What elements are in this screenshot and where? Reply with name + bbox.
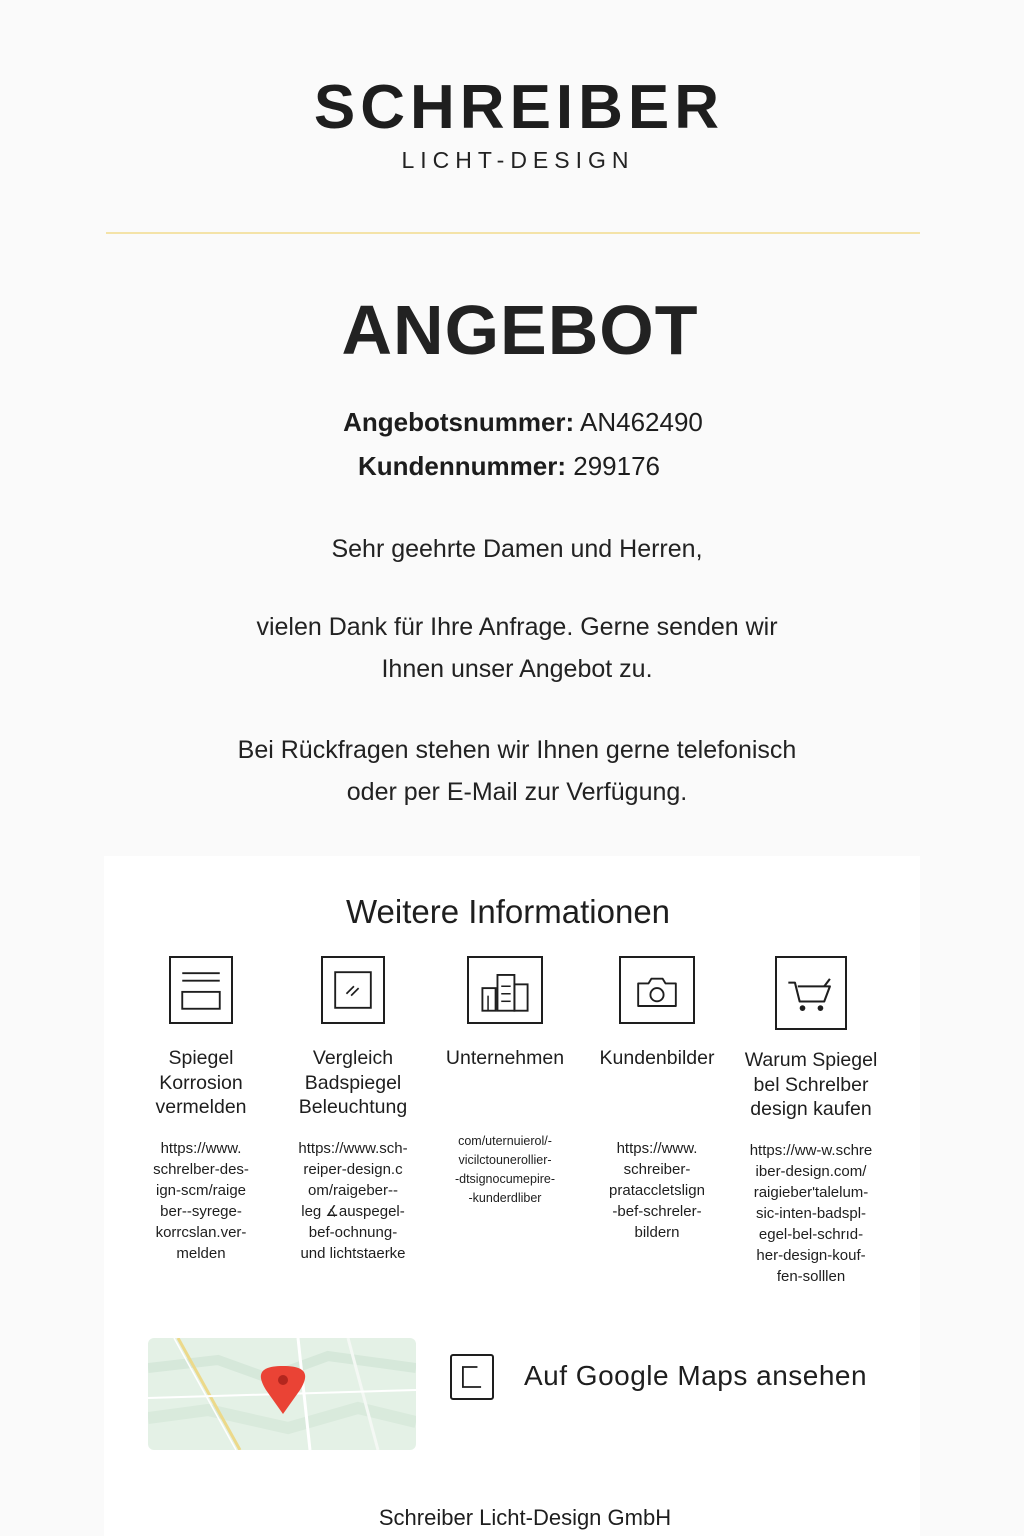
- info-link-label: [736, 1048, 886, 1122]
- brand-logo: [0, 74, 1024, 174]
- url-line: iber-design.com/: [755, 1163, 867, 1180]
- paragraph-line: oder per E-Mail zur Verfügung.: [346, 778, 688, 806]
- info-link-company[interactable]: [432, 956, 578, 1208]
- url-line: korrcslan.ver-: [155, 1224, 247, 1241]
- url-line: vicilctounerollier-: [458, 1153, 552, 1167]
- label-line: vermelden: [155, 1096, 247, 1118]
- label-line: bel Schrelber: [753, 1073, 869, 1096]
- url-line: ber--syrege-: [160, 1203, 242, 1220]
- camera-icon: [619, 956, 695, 1024]
- info-link-label: [432, 1046, 578, 1120]
- url-line: her-design-kouf-: [756, 1247, 866, 1264]
- letter-greeting: Sehr geehrte Damen und Herren,: [331, 535, 703, 563]
- info-link-url[interactable]: [736, 1140, 886, 1287]
- info-link-why-buy[interactable]: [736, 956, 886, 1287]
- url-line: egel-bel-schrıd-: [758, 1226, 864, 1243]
- map-image: [148, 1338, 416, 1450]
- info-link-url[interactable]: [128, 1138, 274, 1264]
- info-card-title: Weitere Informationen: [345, 893, 671, 930]
- url-line: und lichtstaerke: [300, 1245, 406, 1262]
- cart-icon: [775, 956, 847, 1030]
- info-link-customer-photos[interactable]: [584, 956, 730, 1243]
- info-link-url[interactable]: [432, 1132, 578, 1208]
- offer-number-label: Angebotsnummer:: [343, 407, 575, 437]
- letter-paragraph-contact: [0, 729, 1024, 813]
- info-link-corrosion[interactable]: [128, 956, 274, 1264]
- url-line: -kunderdliber: [468, 1191, 542, 1205]
- label-line: Beleuchtung: [298, 1096, 408, 1118]
- document-title: ANGEBOT: [341, 291, 699, 369]
- url-line: bildern: [634, 1224, 680, 1241]
- url-line: schreiber-: [623, 1161, 691, 1178]
- url-line: sic-inten-badspl-: [755, 1205, 867, 1222]
- url-line: https://www.sch-: [298, 1140, 408, 1157]
- paragraph-line: Bei Rückfragen stehen wir Ihnen gerne telefonisch: [237, 736, 797, 764]
- company-name: Schreiber Licht-Design GmbH: [378, 1505, 672, 1530]
- url-line: -dtsignocumepire-: [454, 1172, 556, 1186]
- google-maps-link[interactable]: Auf Google Maps ansehen: [524, 1360, 868, 1391]
- url-line: om/raigeber--: [307, 1182, 399, 1199]
- brand-subline: LICHT-DESIGN: [401, 147, 635, 173]
- letter-paragraph-thanks: [0, 606, 1024, 690]
- map-pin-center: [278, 1375, 288, 1385]
- brand-name: SCHREIBER: [313, 73, 725, 142]
- label-line: Unternehmen: [445, 1047, 565, 1069]
- url-line: leg ∡auspegel-: [301, 1203, 405, 1220]
- label-line: Kundenbilder: [599, 1047, 715, 1069]
- url-line: ign-scm/raige: [155, 1182, 247, 1199]
- map-thumbnail[interactable]: [148, 1338, 416, 1450]
- label-line: design kaufen: [750, 1098, 872, 1120]
- customer-number-value: 299176: [573, 451, 660, 481]
- customer-number-label: Kundennummer:: [358, 451, 566, 481]
- info-link-comparison[interactable]: [280, 956, 426, 1264]
- paragraph-line: Ihnen unser Angebot zu.: [381, 655, 653, 683]
- info-link-url[interactable]: [584, 1138, 730, 1243]
- external-link-icon[interactable]: [450, 1354, 494, 1400]
- customer-number-row: [0, 450, 1024, 482]
- url-line: bef-ochnung-: [308, 1224, 398, 1241]
- info-link-label: [584, 1046, 730, 1120]
- window-icon: [169, 956, 233, 1024]
- header-divider: [106, 232, 920, 234]
- url-line: https://www.: [616, 1140, 698, 1157]
- info-links: [128, 956, 898, 1306]
- url-line: https://ww-w.schre: [749, 1142, 873, 1159]
- paragraph-line: vielen Dank für Ihre Anfrage. Gerne senden wir: [256, 613, 778, 641]
- url-line: com/uternuierol/-: [458, 1134, 552, 1148]
- label-line: Korrosion: [159, 1071, 243, 1094]
- label-line: Spiegel: [168, 1047, 234, 1069]
- info-card: [104, 856, 920, 1536]
- offer-number-value: AN462490: [580, 407, 703, 437]
- info-link-label: [128, 1046, 274, 1120]
- info-link-label: [280, 1046, 426, 1120]
- label-line: Warum Spiegel: [744, 1049, 878, 1071]
- mirror-icon: [321, 956, 385, 1024]
- url-line: raigieber'talelum-: [753, 1184, 869, 1201]
- url-line: -bef-schreler-: [612, 1203, 702, 1220]
- url-line: schrelber-des-: [153, 1161, 249, 1178]
- url-line: prataccletslign: [609, 1182, 705, 1199]
- label-line: Badspiegel: [304, 1071, 402, 1094]
- url-line: https://www.: [160, 1140, 242, 1157]
- label-line: Vergleich: [312, 1047, 394, 1069]
- url-line: melden: [176, 1245, 226, 1262]
- offer-number-row: [0, 406, 1024, 438]
- info-link-url[interactable]: [280, 1138, 426, 1264]
- url-line: fen-solllen: [776, 1268, 846, 1285]
- building-icon: [467, 956, 543, 1024]
- url-line: reiper-design.c: [303, 1161, 403, 1178]
